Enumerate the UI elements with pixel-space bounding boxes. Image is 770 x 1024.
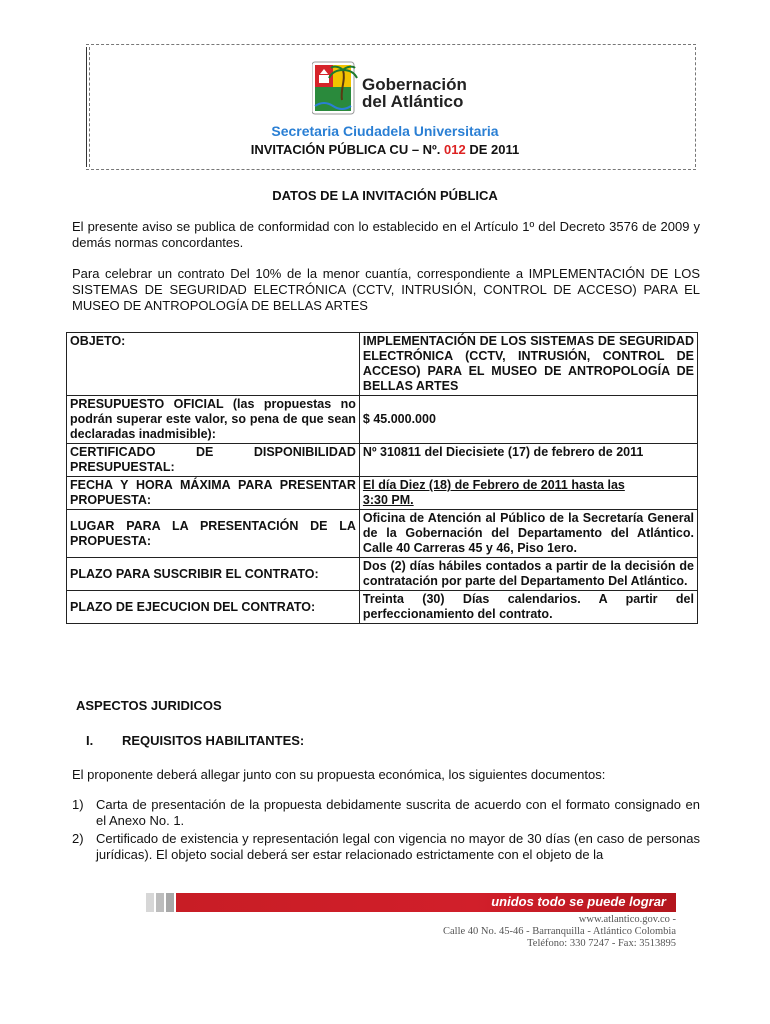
plazo-ejecucion-value: Treinta (30) Días calendarios. A partir del perfeccionamiento del contrato. — [359, 591, 697, 624]
invitacion-prefix: INVITACIÓN PÚBLICA CU – Nº. — [250, 142, 445, 157]
table-row — [67, 591, 698, 624]
table-row — [67, 333, 698, 396]
plazo-suscribir-label: PLAZO PARA SUSCRIBIR EL CONTRATO: — [67, 558, 360, 591]
footer-band-block — [166, 893, 174, 912]
list-item-number: 1) — [72, 797, 84, 812]
secretaria-title: Secretaria Ciudadela Universitaria — [271, 123, 499, 139]
lugar-value: Oficina de Atención al Público de la Secretaría General de la Gobernación del Departamento del Atlántico. Calle 40 Carreras 45 y 46, Piso 1ero. — [359, 510, 697, 558]
lugar-label: LUGAR PARA LA PRESENTACIÓN DE LA PROPUESTA: — [67, 510, 360, 558]
footer-band-block — [146, 893, 154, 912]
footer-web: www.atlantico.gov.co - — [578, 914, 676, 925]
table-row — [67, 477, 698, 510]
paragraph-3: El proponente deberá allegar junto con su propuesta económica, los siguientes documentos: — [72, 767, 606, 782]
footer-contact — [443, 914, 676, 950]
logo-text — [362, 76, 467, 110]
table-row — [67, 510, 698, 558]
fecha-value-line2: 3:30 PM. — [362, 493, 414, 507]
footer-slogan: unidos todo se puede lograr — [491, 894, 666, 909]
objeto-value: IMPLEMENTACIÓN DE LOS SISTEMAS DE SEGURIDAD ELECTRÓNICA (CCTV, INTRUSIÓN, CONTROL DE ACCESO) PARA EL MUSEO DE ANTROPOLOGÍA DE BELLAS ARTES — [359, 333, 697, 396]
list-item — [72, 831, 700, 863]
logo-text-line2: del Atlántico — [362, 92, 464, 111]
invitation-data-table — [66, 332, 698, 624]
requisitos-title: REQUISITOS HABILITANTES: — [122, 733, 305, 748]
footer-band — [146, 893, 676, 912]
list-item-text: Carta de presentación de la propuesta debidamente suscrita de acuerdo con el formato consignado en el Anexo No. 1. — [96, 797, 700, 828]
plazo-ejecucion-label: PLAZO DE EJECUCION DEL CONTRATO: — [67, 591, 360, 624]
fecha-value-line1: El día Diez (18) de Febrero de 2011 hasta las — [362, 478, 625, 492]
section-title: DATOS DE LA INVITACIÓN PÚBLICA — [272, 188, 498, 203]
list-item-text: Certificado de existencia y representación legal con vigencia no mayor de 30 días (en caso de personas jurídicas). El objeto social deberá ser estar relacionado estrictamente con el objeto de la — [96, 831, 700, 862]
table-row — [67, 396, 698, 444]
fecha-value — [359, 477, 697, 510]
invitacion-title — [0, 142, 770, 157]
paragraph-1: El presente aviso se publica de conformidad con lo establecido en el Artículo 1º del Decreto 3576 de 2009 y demás normas concordantes. — [72, 219, 700, 250]
certificado-label: CERTIFICADO DE DISPONIBILIDAD PRESUPUESTAL: — [67, 444, 360, 477]
logo-text-line1: Gobernación — [362, 75, 467, 94]
table-row — [67, 558, 698, 591]
footer-address: Calle 40 No. 45-46 - Barranquilla - Atlántico Colombia — [443, 926, 676, 937]
objeto-label: OBJETO: — [67, 333, 360, 396]
table-row — [67, 444, 698, 477]
presupuesto-value: $ 45.000.000 — [359, 396, 697, 444]
invitacion-suffix: DE 2011 — [465, 142, 520, 157]
footer-phone: Teléfono: 330 7247 - Fax: 3513895 — [527, 938, 676, 949]
list-item — [72, 797, 700, 829]
footer-band-red — [176, 893, 676, 912]
aspectos-title: ASPECTOS JURIDICOS — [76, 698, 222, 713]
list-item-number: 2) — [72, 831, 84, 846]
certificado-value: Nº 310811 del Diecisiete (17) de febrero de 2011 — [359, 444, 697, 477]
footer-band-block — [156, 893, 164, 912]
presupuesto-label: PRESUPUESTO OFICIAL (las propuestas no podrán superar este valor, so pena de que sean declaradas inadmisible): — [67, 396, 360, 444]
plazo-suscribir-value: Dos (2) días hábiles contados a partir de la decisión de contratación por parte del Departamento Del Atlántico. — [359, 558, 697, 591]
invitacion-number: 012 — [444, 142, 466, 157]
paragraph-2: Para celebrar un contrato Del 10% de la menor cuantía, correspondiente a IMPLEMENTACIÓN DE LOS SISTEMAS DE SEGURIDAD ELECTRÓNICA (CCTV, INTRUSIÓN, CONTROL DE ACCESO) PARA EL MUSEO DE ANTROPOLOGÍA DE BELLAS ARTES — [72, 266, 700, 313]
requirements-list — [72, 797, 700, 865]
requisitos-heading — [86, 733, 304, 748]
fecha-label: FECHA Y HORA MÁXIMA PARA PRESENTAR PROPUESTA: — [67, 477, 360, 510]
requisitos-number: I. — [86, 733, 94, 748]
